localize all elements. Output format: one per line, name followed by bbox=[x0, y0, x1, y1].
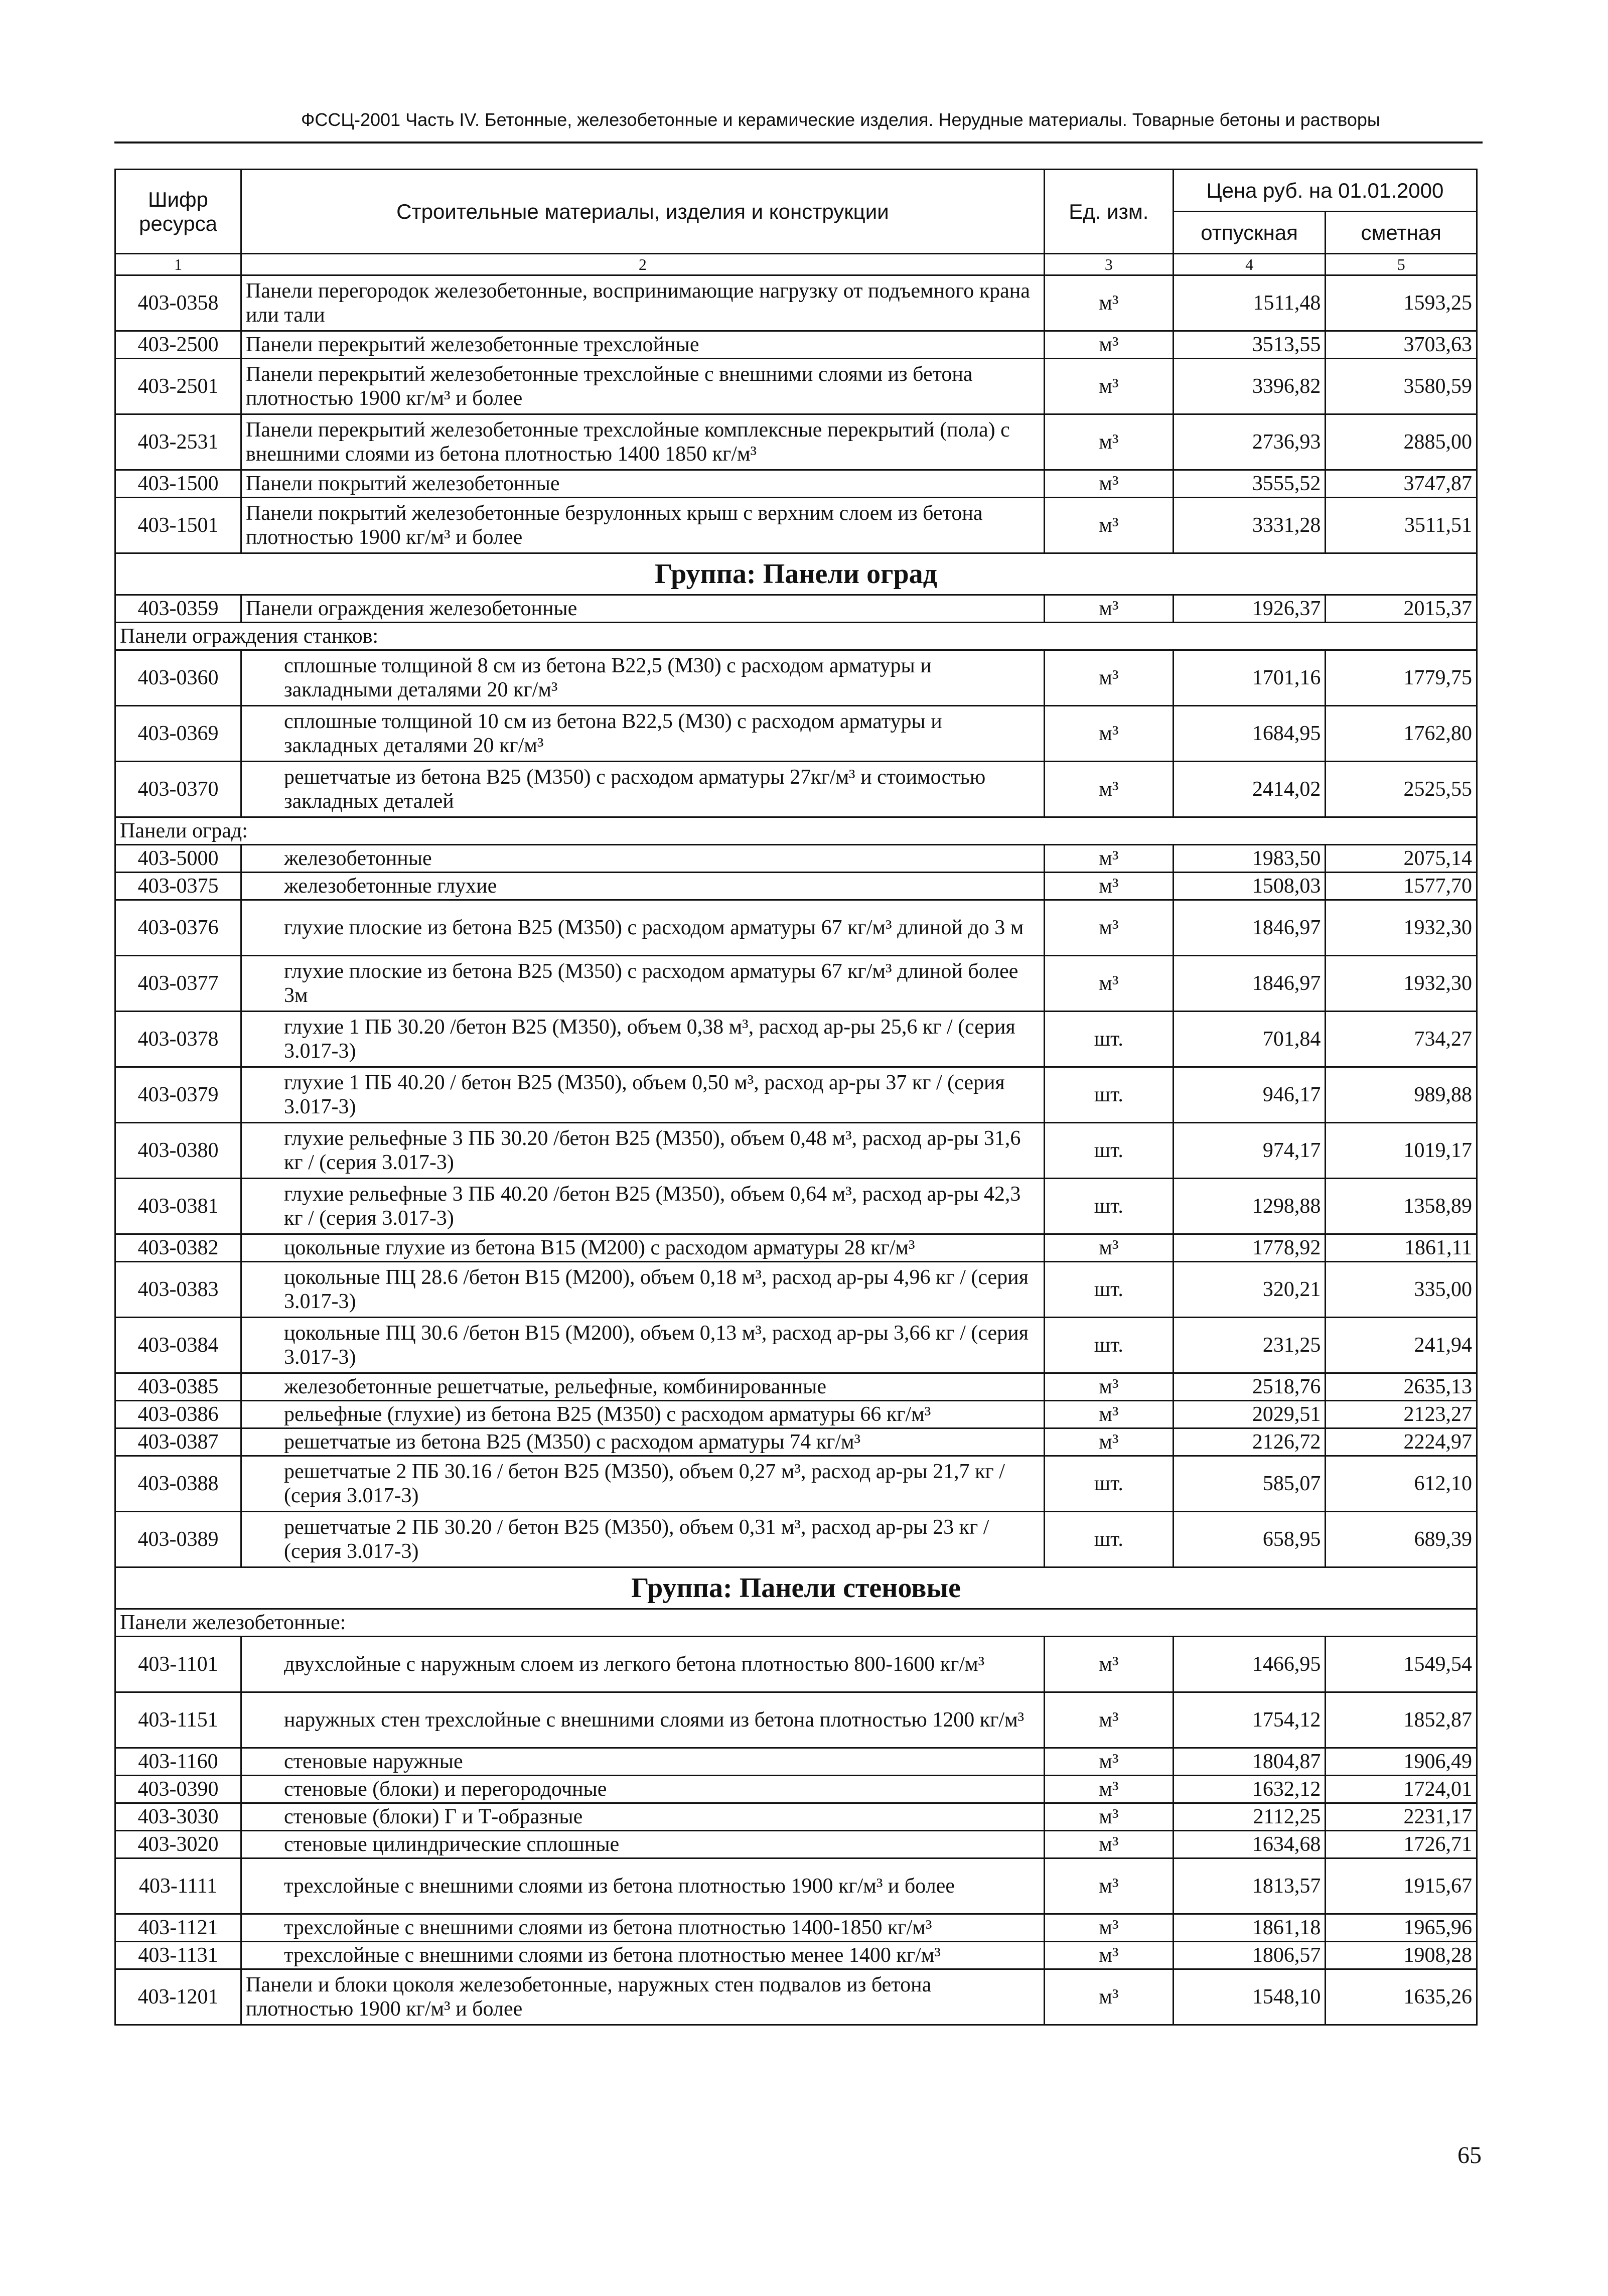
material-name: решетчатые из бетона В25 (М350) с расходом арматуры 27кг/м³ и стоимостью закладных деталей bbox=[241, 762, 1044, 817]
material-name: Панели перегородок железобетонные, воспринимающие нагрузку от подъемного крана или тали bbox=[241, 275, 1044, 331]
release-price: 2112,25 bbox=[1173, 1803, 1326, 1831]
resource-code: 403-0387 bbox=[115, 1428, 241, 1456]
material-name: железобетонные решетчатые, рельефные, комбинированные bbox=[241, 1373, 1044, 1401]
column-number: 1 bbox=[115, 254, 241, 275]
table-row bbox=[115, 900, 1477, 956]
resource-code: 403-0360 bbox=[115, 650, 241, 706]
unit-of-measure: м³ bbox=[1044, 595, 1173, 623]
release-price: 1754,12 bbox=[1173, 1692, 1326, 1748]
material-name: Панели ограждения железобетонные bbox=[241, 595, 1044, 623]
release-price: 1806,57 bbox=[1173, 1942, 1326, 1969]
resource-code: 403-0382 bbox=[115, 1234, 241, 1262]
table-row bbox=[115, 873, 1477, 900]
material-name: наружных стен трехслойные с внешними слоями из бетона плотностью 1200 кг/м³ bbox=[241, 1692, 1044, 1748]
estimate-price: 2525,55 bbox=[1326, 762, 1477, 817]
group-heading-row bbox=[115, 1567, 1477, 1609]
material-name: решетчатые 2 ПБ 30.16 / бетон В25 (М350), объем 0,27 м³, расход ар-ры 21,7 кг / (серия 3.017-3) bbox=[241, 1456, 1044, 1512]
estimate-price: 2635,13 bbox=[1326, 1373, 1477, 1401]
estimate-price: 1852,87 bbox=[1326, 1692, 1477, 1748]
unit-of-measure: м³ bbox=[1044, 1914, 1173, 1942]
subgroup-label-row bbox=[115, 1609, 1477, 1637]
page-number: 65 bbox=[1457, 2142, 1482, 2169]
table-row bbox=[115, 1942, 1477, 1969]
material-name: цокольные ПЦ 28.6 /бетон В15 (М200), объем 0,18 м³, расход ар-ры 4,96 кг / (серия 3.017-3) bbox=[241, 1262, 1044, 1318]
table-row bbox=[115, 331, 1477, 359]
resource-code: 403-0358 bbox=[115, 275, 241, 331]
resource-code: 403-0389 bbox=[115, 1512, 241, 1567]
release-price: 1846,97 bbox=[1173, 956, 1326, 1012]
unit-of-measure: м³ bbox=[1044, 1831, 1173, 1858]
unit-of-measure: м³ bbox=[1044, 873, 1173, 900]
table-row bbox=[115, 359, 1477, 414]
material-name: трехслойные с внешними слоями из бетона плотностью менее 1400 кг/м³ bbox=[241, 1942, 1044, 1969]
estimate-price: 1019,17 bbox=[1326, 1123, 1477, 1179]
resource-code: 403-5000 bbox=[115, 845, 241, 873]
table-row bbox=[115, 1179, 1477, 1234]
header-rule bbox=[114, 141, 1483, 144]
table-row bbox=[115, 1748, 1477, 1776]
material-name: двухслойные с наружным слоем из легкого бетона плотностью 800-1600 кг/м³ bbox=[241, 1637, 1044, 1692]
table-row bbox=[115, 1401, 1477, 1428]
resource-code: 403-1500 bbox=[115, 470, 241, 498]
resource-code: 403-1201 bbox=[115, 1969, 241, 2025]
estimate-price: 1915,67 bbox=[1326, 1858, 1477, 1914]
material-name: Панели перекрытий железобетонные трехслойные с внешними слоями из бетона плотностью 1900 кг/м³ и более bbox=[241, 359, 1044, 414]
unit-of-measure: шт. bbox=[1044, 1262, 1173, 1318]
resource-code: 403-0375 bbox=[115, 873, 241, 900]
estimate-price: 734,27 bbox=[1326, 1012, 1477, 1067]
release-price: 2518,76 bbox=[1173, 1373, 1326, 1401]
unit-of-measure: м³ bbox=[1044, 762, 1173, 817]
estimate-price: 2231,17 bbox=[1326, 1803, 1477, 1831]
unit-of-measure: м³ bbox=[1044, 1428, 1173, 1456]
table-row bbox=[115, 650, 1477, 706]
col-header-name: Строительные материалы, изделия и конструкции bbox=[241, 170, 1044, 254]
resource-code: 403-0383 bbox=[115, 1262, 241, 1318]
estimate-price: 1577,70 bbox=[1326, 873, 1477, 900]
unit-of-measure: м³ bbox=[1044, 498, 1173, 553]
material-name: Панели покрытий железобетонные безрулонных крыш с верхним слоем из бетона плотностью 1900 кг/м³ и более bbox=[241, 498, 1044, 553]
material-name: стеновые (блоки) Г и Т-образные bbox=[241, 1803, 1044, 1831]
unit-of-measure: м³ bbox=[1044, 900, 1173, 956]
resource-code: 403-1111 bbox=[115, 1858, 241, 1914]
column-number: 2 bbox=[241, 254, 1044, 275]
estimate-price: 1861,11 bbox=[1326, 1234, 1477, 1262]
unit-of-measure: м³ bbox=[1044, 1858, 1173, 1914]
release-price: 974,17 bbox=[1173, 1123, 1326, 1179]
material-name: решетчатые 2 ПБ 30.20 / бетон В25 (М350), объем 0,31 м³, расход ар-ры 23 кг / (серия 3.017-3) bbox=[241, 1512, 1044, 1567]
resource-code: 403-1151 bbox=[115, 1692, 241, 1748]
material-name: трехслойные с внешними слоями из бетона плотностью 1900 кг/м³ и более bbox=[241, 1858, 1044, 1914]
group-heading: Группа: Панели оград bbox=[115, 553, 1477, 595]
resource-code: 403-3020 bbox=[115, 1831, 241, 1858]
material-name: глухие рельефные 3 ПБ 30.20 /бетон В25 (М350), объем 0,48 м³, расход ар-ры 31,6 кг / (серия 3.017-3) bbox=[241, 1123, 1044, 1179]
resource-code: 403-0378 bbox=[115, 1012, 241, 1067]
unit-of-measure: м³ bbox=[1044, 331, 1173, 359]
material-name: цокольные глухие из бетона В15 (М200) с расходом арматуры 28 кг/м³ bbox=[241, 1234, 1044, 1262]
estimate-price: 1549,54 bbox=[1326, 1637, 1477, 1692]
material-name: глухие 1 ПБ 40.20 / бетон В25 (М350), объем 0,50 м³, расход ар-ры 37 кг / (серия 3.017-3) bbox=[241, 1067, 1044, 1123]
estimate-price: 1906,49 bbox=[1326, 1748, 1477, 1776]
unit-of-measure: м³ bbox=[1044, 1637, 1173, 1692]
estimate-price: 1726,71 bbox=[1326, 1831, 1477, 1858]
table-row bbox=[115, 1012, 1477, 1067]
estimate-price: 241,94 bbox=[1326, 1318, 1477, 1373]
unit-of-measure: шт. bbox=[1044, 1456, 1173, 1512]
release-price: 1813,57 bbox=[1173, 1858, 1326, 1914]
resource-code: 403-1101 bbox=[115, 1637, 241, 1692]
price-table-body bbox=[115, 275, 1477, 2025]
table-row bbox=[115, 595, 1477, 623]
resource-code: 403-1131 bbox=[115, 1942, 241, 1969]
release-price: 1466,95 bbox=[1173, 1637, 1326, 1692]
subgroup-label: Панели ограждения станков: bbox=[115, 623, 1477, 650]
estimate-price: 1358,89 bbox=[1326, 1179, 1477, 1234]
col-header-code: Шифр ресурса bbox=[115, 170, 241, 254]
resource-code: 403-0370 bbox=[115, 762, 241, 817]
material-name: сплошные толщиной 10 см из бетона В22,5 (М30) с расходом арматуры и закладных деталями 20 кг/м³ bbox=[241, 706, 1044, 762]
estimate-price: 1908,28 bbox=[1326, 1942, 1477, 1969]
column-number-row bbox=[115, 254, 1477, 275]
release-price: 1511,48 bbox=[1173, 275, 1326, 331]
material-name: глухие плоские из бетона В25 (М350) с расходом арматуры 67 кг/м³ длиной более 3м bbox=[241, 956, 1044, 1012]
estimate-price: 1965,96 bbox=[1326, 1914, 1477, 1942]
unit-of-measure: шт. bbox=[1044, 1179, 1173, 1234]
unit-of-measure: шт. bbox=[1044, 1012, 1173, 1067]
table-row bbox=[115, 706, 1477, 762]
resource-code: 403-2501 bbox=[115, 359, 241, 414]
estimate-price: 1932,30 bbox=[1326, 956, 1477, 1012]
release-price: 1861,18 bbox=[1173, 1914, 1326, 1942]
table-row bbox=[115, 1262, 1477, 1318]
price-table-wrapper bbox=[114, 169, 1478, 2026]
estimate-price: 1724,01 bbox=[1326, 1776, 1477, 1803]
material-name: решетчатые из бетона В25 (М350) с расходом арматуры 74 кг/м³ bbox=[241, 1428, 1044, 1456]
unit-of-measure: м³ bbox=[1044, 650, 1173, 706]
running-header: ФССЦ-2001 Часть IV. Бетонные, железобетонные и керамические изделия. Нерудные материалы. Товарные бетоны и растворы bbox=[301, 109, 1380, 130]
release-price: 1804,87 bbox=[1173, 1748, 1326, 1776]
release-price: 1298,88 bbox=[1173, 1179, 1326, 1234]
unit-of-measure: м³ bbox=[1044, 470, 1173, 498]
unit-of-measure: м³ bbox=[1044, 1776, 1173, 1803]
unit-of-measure: м³ bbox=[1044, 1692, 1173, 1748]
group-heading: Группа: Панели стеновые bbox=[115, 1567, 1477, 1609]
resource-code: 403-0381 bbox=[115, 1179, 241, 1234]
release-price: 1846,97 bbox=[1173, 900, 1326, 956]
unit-of-measure: м³ bbox=[1044, 706, 1173, 762]
estimate-price: 612,10 bbox=[1326, 1456, 1477, 1512]
table-row bbox=[115, 1123, 1477, 1179]
unit-of-measure: м³ bbox=[1044, 414, 1173, 470]
table-row bbox=[115, 845, 1477, 873]
resource-code: 403-0376 bbox=[115, 900, 241, 956]
estimate-price: 689,39 bbox=[1326, 1512, 1477, 1567]
release-price: 3555,52 bbox=[1173, 470, 1326, 498]
table-row bbox=[115, 1637, 1477, 1692]
table-row bbox=[115, 1373, 1477, 1401]
table-row bbox=[115, 1831, 1477, 1858]
material-name: глухие рельефные 3 ПБ 40.20 /бетон В25 (М350), объем 0,64 м³, расход ар-ры 42,3 кг / (серия 3.017-3) bbox=[241, 1179, 1044, 1234]
resource-code: 403-0359 bbox=[115, 595, 241, 623]
table-row bbox=[115, 470, 1477, 498]
material-name: Панели перекрытий железобетонные трехслойные комплексные перекрытий (пола) с внешними слоями из бетона плотностью 1400 1850 кг/м³ bbox=[241, 414, 1044, 470]
release-price: 946,17 bbox=[1173, 1067, 1326, 1123]
unit-of-measure: м³ bbox=[1044, 1401, 1173, 1428]
release-price: 3513,55 bbox=[1173, 331, 1326, 359]
release-price: 1684,95 bbox=[1173, 706, 1326, 762]
release-price: 1548,10 bbox=[1173, 1969, 1326, 2025]
material-name: рельефные (глухие) из бетона В25 (М350) с расходом арматуры 66 кг/м³ bbox=[241, 1401, 1044, 1428]
estimate-price: 1779,75 bbox=[1326, 650, 1477, 706]
material-name: цокольные ПЦ 30.6 /бетон В15 (М200), объем 0,13 м³, расход ар-ры 3,66 кг / (серия 3.017-3) bbox=[241, 1318, 1044, 1373]
resource-code: 403-1501 bbox=[115, 498, 241, 553]
estimate-price: 3580,59 bbox=[1326, 359, 1477, 414]
unit-of-measure: м³ bbox=[1044, 1748, 1173, 1776]
estimate-price: 1635,26 bbox=[1326, 1969, 1477, 2025]
estimate-price: 2224,97 bbox=[1326, 1428, 1477, 1456]
material-name: стеновые цилиндрические сплошные bbox=[241, 1831, 1044, 1858]
estimate-price: 989,88 bbox=[1326, 1067, 1477, 1123]
release-price: 1634,68 bbox=[1173, 1831, 1326, 1858]
estimate-price: 1593,25 bbox=[1326, 275, 1477, 331]
release-price: 3331,28 bbox=[1173, 498, 1326, 553]
table-row bbox=[115, 1692, 1477, 1748]
resource-code: 403-0385 bbox=[115, 1373, 241, 1401]
price-table bbox=[114, 169, 1478, 2026]
resource-code: 403-2531 bbox=[115, 414, 241, 470]
material-name: глухие плоские из бетона В25 (М350) с расходом арматуры 67 кг/м³ длиной до 3 м bbox=[241, 900, 1044, 956]
resource-code: 403-0377 bbox=[115, 956, 241, 1012]
material-name: железобетонные глухие bbox=[241, 873, 1044, 900]
material-name: Панели покрытий железобетонные bbox=[241, 470, 1044, 498]
subgroup-label: Панели оград: bbox=[115, 817, 1477, 845]
material-name: глухие 1 ПБ 30.20 /бетон В25 (М350), объем 0,38 м³, расход ар-ры 25,6 кг / (серия 3.017-3) bbox=[241, 1012, 1044, 1067]
resource-code: 403-0384 bbox=[115, 1318, 241, 1373]
unit-of-measure: м³ bbox=[1044, 275, 1173, 331]
table-row bbox=[115, 1914, 1477, 1942]
resource-code: 403-0386 bbox=[115, 1401, 241, 1428]
subgroup-label: Панели железобетонные: bbox=[115, 1609, 1477, 1637]
release-price: 585,07 bbox=[1173, 1456, 1326, 1512]
release-price: 320,21 bbox=[1173, 1262, 1326, 1318]
subgroup-label-row bbox=[115, 623, 1477, 650]
resource-code: 403-1160 bbox=[115, 1748, 241, 1776]
estimate-price: 3511,51 bbox=[1326, 498, 1477, 553]
table-row bbox=[115, 762, 1477, 817]
table-row bbox=[115, 956, 1477, 1012]
table-row bbox=[115, 1803, 1477, 1831]
release-price: 1926,37 bbox=[1173, 595, 1326, 623]
unit-of-measure: м³ bbox=[1044, 1803, 1173, 1831]
material-name: стеновые (блоки) и перегородочные bbox=[241, 1776, 1044, 1803]
table-row bbox=[115, 1318, 1477, 1373]
unit-of-measure: шт. bbox=[1044, 1123, 1173, 1179]
release-price: 2029,51 bbox=[1173, 1401, 1326, 1428]
table-row bbox=[115, 1456, 1477, 1512]
release-price: 1508,03 bbox=[1173, 873, 1326, 900]
estimate-price: 1762,80 bbox=[1326, 706, 1477, 762]
table-row bbox=[115, 414, 1477, 470]
col-header-estimate-price: сметная bbox=[1326, 212, 1477, 254]
unit-of-measure: м³ bbox=[1044, 1969, 1173, 2025]
resource-code: 403-1121 bbox=[115, 1914, 241, 1942]
release-price: 3396,82 bbox=[1173, 359, 1326, 414]
col-header-unit: Ед. изм. bbox=[1044, 170, 1173, 254]
table-row bbox=[115, 1776, 1477, 1803]
estimate-price: 2015,37 bbox=[1326, 595, 1477, 623]
unit-of-measure: м³ bbox=[1044, 845, 1173, 873]
col-header-price: Цена руб. на 01.01.2000 bbox=[1173, 170, 1477, 212]
table-row bbox=[115, 1969, 1477, 2025]
material-name: сплошные толщиной 8 см из бетона В22,5 (М30) с расходом арматуры и закладными деталями 20 кг/м³ bbox=[241, 650, 1044, 706]
estimate-price: 3703,63 bbox=[1326, 331, 1477, 359]
col-header-release-price: отпускная bbox=[1173, 212, 1326, 254]
estimate-price: 335,00 bbox=[1326, 1262, 1477, 1318]
unit-of-measure: м³ bbox=[1044, 956, 1173, 1012]
estimate-price: 1932,30 bbox=[1326, 900, 1477, 956]
unit-of-measure: шт. bbox=[1044, 1512, 1173, 1567]
release-price: 701,84 bbox=[1173, 1012, 1326, 1067]
table-row bbox=[115, 1234, 1477, 1262]
resource-code: 403-0379 bbox=[115, 1067, 241, 1123]
unit-of-measure: м³ bbox=[1044, 1234, 1173, 1262]
release-price: 1983,50 bbox=[1173, 845, 1326, 873]
resource-code: 403-0388 bbox=[115, 1456, 241, 1512]
column-number: 3 bbox=[1044, 254, 1173, 275]
resource-code: 403-0380 bbox=[115, 1123, 241, 1179]
estimate-price: 2075,14 bbox=[1326, 845, 1477, 873]
material-name: трехслойные с внешними слоями из бетона плотностью 1400-1850 кг/м³ bbox=[241, 1914, 1044, 1942]
table-row bbox=[115, 275, 1477, 331]
column-number: 5 bbox=[1326, 254, 1477, 275]
resource-code: 403-0369 bbox=[115, 706, 241, 762]
column-number: 4 bbox=[1173, 254, 1326, 275]
material-name: железобетонные bbox=[241, 845, 1044, 873]
estimate-price: 2123,27 bbox=[1326, 1401, 1477, 1428]
resource-code: 403-2500 bbox=[115, 331, 241, 359]
release-price: 1778,92 bbox=[1173, 1234, 1326, 1262]
release-price: 2736,93 bbox=[1173, 414, 1326, 470]
material-name: Панели перекрытий железобетонные трехслойные bbox=[241, 331, 1044, 359]
unit-of-measure: м³ bbox=[1044, 359, 1173, 414]
unit-of-measure: м³ bbox=[1044, 1373, 1173, 1401]
unit-of-measure: м³ bbox=[1044, 1942, 1173, 1969]
material-name: Панели и блоки цоколя железобетонные, наружных стен подвалов из бетона плотностью 1900 кг/м³ и более bbox=[241, 1969, 1044, 2025]
estimate-price: 2885,00 bbox=[1326, 414, 1477, 470]
release-price: 231,25 bbox=[1173, 1318, 1326, 1373]
release-price: 2126,72 bbox=[1173, 1428, 1326, 1456]
release-price: 1632,12 bbox=[1173, 1776, 1326, 1803]
release-price: 1701,16 bbox=[1173, 650, 1326, 706]
resource-code: 403-0390 bbox=[115, 1776, 241, 1803]
estimate-price: 3747,87 bbox=[1326, 470, 1477, 498]
unit-of-measure: шт. bbox=[1044, 1318, 1173, 1373]
table-row bbox=[115, 1858, 1477, 1914]
table-row bbox=[115, 1067, 1477, 1123]
table-row bbox=[115, 1428, 1477, 1456]
table-row bbox=[115, 498, 1477, 553]
resource-code: 403-3030 bbox=[115, 1803, 241, 1831]
subgroup-label-row bbox=[115, 817, 1477, 845]
group-heading-row bbox=[115, 553, 1477, 595]
table-row bbox=[115, 1512, 1477, 1567]
material-name: стеновые наружные bbox=[241, 1748, 1044, 1776]
unit-of-measure: шт. bbox=[1044, 1067, 1173, 1123]
release-price: 658,95 bbox=[1173, 1512, 1326, 1567]
release-price: 2414,02 bbox=[1173, 762, 1326, 817]
